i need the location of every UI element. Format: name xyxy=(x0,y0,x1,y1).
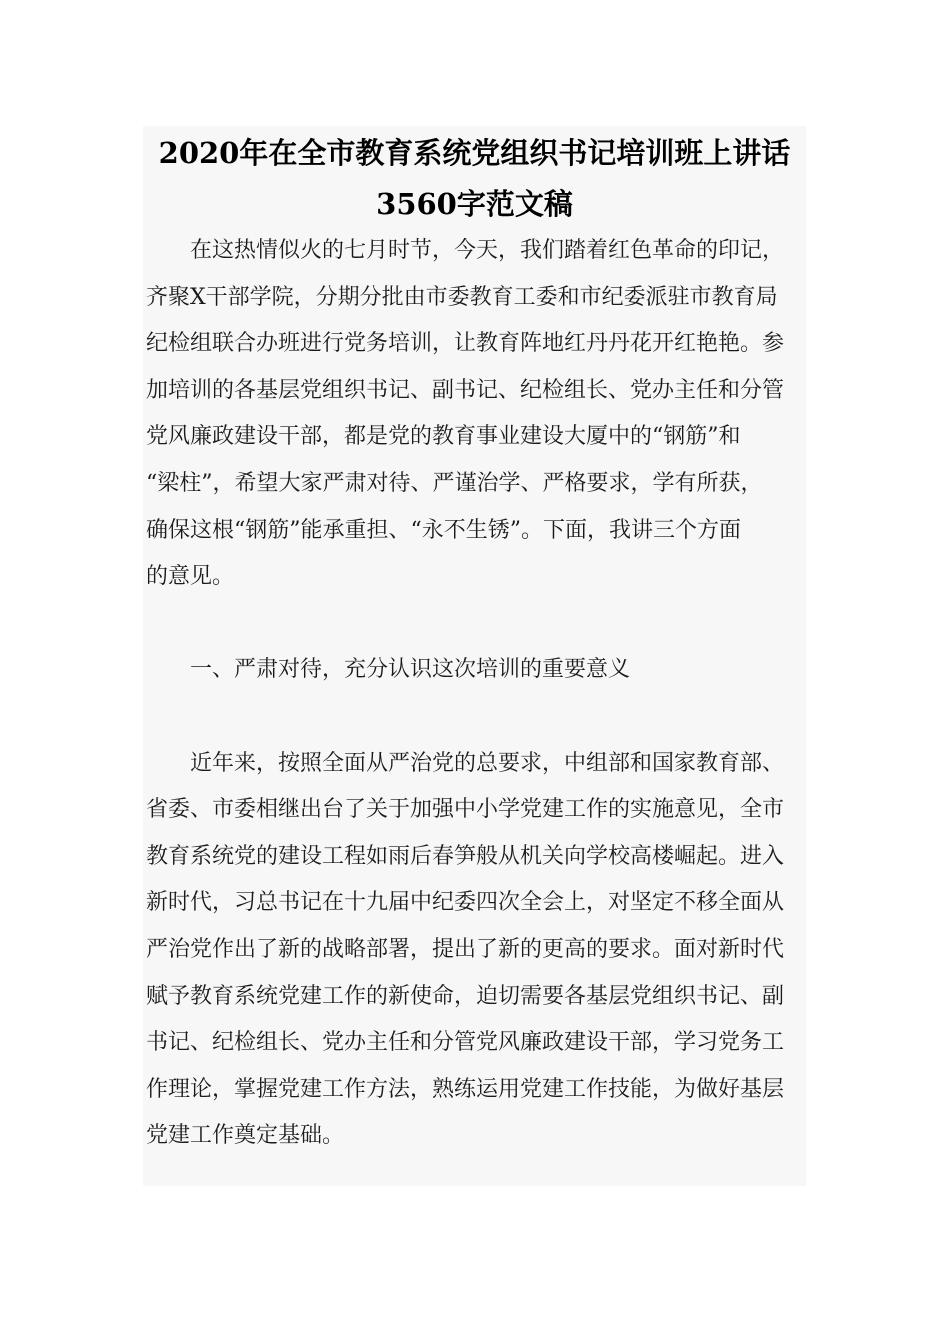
text-line: 的意见。 xyxy=(146,564,235,590)
paragraph-background xyxy=(146,741,806,1160)
section-heading xyxy=(146,647,806,694)
text-line: 加培训的各基层党组织书记、副书记、纪检组长、党办主任和分管 xyxy=(146,377,785,403)
text-line: 纪检组联合办班进行党务培训，让教育阵地红丹丹花开红艳艳。参 xyxy=(146,331,785,357)
document-body xyxy=(146,228,806,1160)
text-line: 党建工作奠定基础。 xyxy=(146,1123,345,1149)
paragraph-spacer xyxy=(146,694,806,741)
text-line: 严治党作出了新的战略部署，提出了新的更高的要求。面对新时代 xyxy=(146,936,785,962)
text-line: 书记、纪检组长、党办主任和分管党风廉政建设干部，学习党务工 xyxy=(146,1030,785,1056)
paragraph-spacer xyxy=(146,601,806,648)
title-line-1: 2020年在全市教育系统党组织书记培训班上讲话 xyxy=(158,136,791,170)
document-title xyxy=(143,128,806,230)
text-line: 党风廉政建设干部，都是党的教育事业建设大厦中的“钢筋”和 xyxy=(146,424,741,450)
title-line-2: 3560字范文稿 xyxy=(376,187,573,221)
text-line: 作理论，掌握党建工作方法，熟练运用党建工作技能，为做好基层 xyxy=(146,1076,785,1102)
paragraph-intro xyxy=(146,228,806,601)
text-line: 近年来，按照全面从严治党的总要求，中组部和国家教育部、 xyxy=(190,750,785,776)
text-line: 在这热情似火的七月时节，今天，我们踏着红色革命的印记， xyxy=(190,238,785,263)
text-line: 教育系统党的建设工程如雨后春笋般从机关向学校高楼崛起。进入 xyxy=(146,843,785,869)
text-line: 齐聚X干部学院，分期分批由市委教育工委和市纪委派驻市教育局 xyxy=(146,284,778,310)
text-line: 省委、市委相继出台了关于加强中小学党建工作的实施意见，全市 xyxy=(146,797,785,823)
text-line: 确保这根“钢筋”能承重担、“永不生锈”。下面，我讲三个方面 xyxy=(146,517,741,543)
text-line: 新时代，习总书记在十九届中纪委四次全会上，对坚定不移全面从 xyxy=(146,890,785,916)
text-line: 赋予教育系统党建工作的新使命，迫切需要各基层党组织书记、副 xyxy=(146,983,785,1009)
heading-line: 一、严肃对待，充分认识这次培训的重要意义 xyxy=(190,657,631,683)
text-line: “梁柱”，希望大家严肃对待、严谨治学、严格要求，学有所获， xyxy=(146,470,763,496)
